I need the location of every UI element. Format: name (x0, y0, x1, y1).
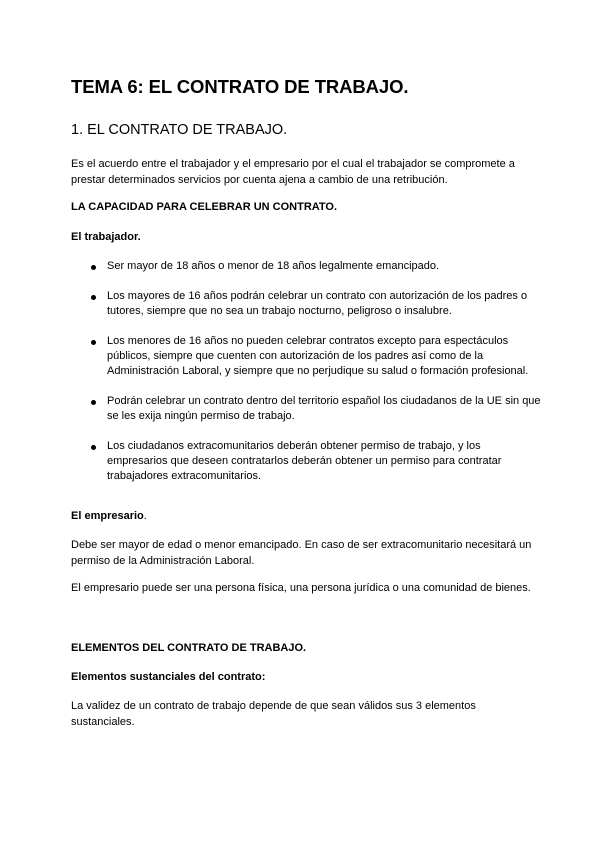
list-item-text: Ser mayor de 18 años o menor de 18 años legalmente emancipado. (107, 260, 440, 272)
list-item (71, 334, 541, 379)
employer-heading-period: . (143, 510, 147, 522)
employer-heading-text: El empresario (71, 510, 144, 522)
contract-definition: Es el acuerdo entre el trabajador y el empresario por el cual el trabajador se compromete a prestar determinados servicios por cuenta ajena a cambio de una retribución. (71, 158, 515, 186)
bullet-icon (91, 295, 96, 300)
list-item-text: Podrán celebrar un contrato dentro del territorio español los ciudadanos de la UE sin que se les exija ningún permiso de trabajo. (107, 395, 541, 422)
elements-subheading: Elementos sustanciales del contrato: (71, 671, 266, 683)
list-item (71, 439, 541, 484)
worker-heading: El trabajador. (71, 231, 141, 243)
bullet-icon (91, 340, 96, 345)
employer-types-paragraph: El empresario puede ser una persona física, una persona jurídica o una comunidad de bienes. (71, 582, 531, 594)
document-title: TEMA 6: EL CONTRATO DE TRABAJO. (71, 76, 409, 97)
elements-heading: ELEMENTOS DEL CONTRATO DE TRABAJO. (71, 642, 307, 654)
worker-requirements-list (71, 259, 541, 484)
list-item-text: Los menores de 16 años no pueden celebrar contratos excepto para espectáculos públicos, siempre que cuenten con autorización de los padres así como de la Administración Laboral, y siempre que no perjudique su salud o formación profesional. (107, 335, 529, 377)
bullet-icon (91, 445, 96, 450)
employer-paragraph: Debe ser mayor de edad o menor emancipado. En caso de ser extracomunitario necesitará un permiso de la Administración Laboral. (71, 539, 532, 567)
bullet-icon (91, 265, 96, 270)
employer-heading (71, 508, 147, 524)
list-item (71, 259, 541, 274)
capacity-heading: LA CAPACIDAD PARA CELEBRAR UN CONTRATO. (71, 201, 338, 213)
list-item-text: Los ciudadanos extracomunitarios deberán obtener permiso de trabajo, y los empresarios que deseen contratarlos deberán obtener un permiso para contratar trabajadores extracomunitarios. (107, 440, 502, 482)
list-item (71, 289, 541, 319)
list-item-text: Los mayores de 16 años podrán celebrar un contrato con autorización de los padres o tutores, siempre que no sea un trabajo nocturno, peligroso o insalubre. (107, 290, 528, 317)
list-item (71, 394, 541, 424)
elements-paragraph: La validez de un contrato de trabajo depende de que sean válidos sus 3 elementos sustanciales. (71, 700, 476, 728)
section-heading: 1. EL CONTRATO DE TRABAJO. (71, 122, 288, 138)
bullet-icon (91, 400, 96, 405)
